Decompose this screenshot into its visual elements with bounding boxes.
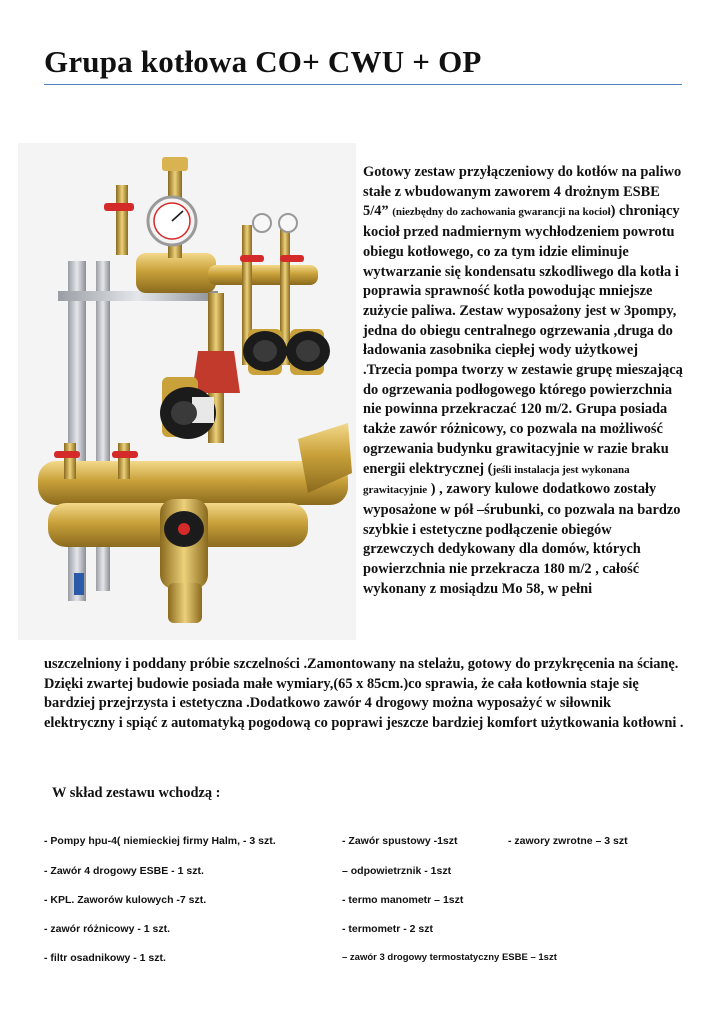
contents-item: - zawór różnicowy - 1 szt. [44, 923, 171, 935]
thermometer-gauge [253, 214, 271, 232]
contents-item: - KPL. Zaworów kulowych -7 szt. [44, 894, 207, 906]
contents-item: - zawory zwrotne – 3 szt [508, 835, 628, 847]
intro-paragraph [363, 163, 683, 599]
drain-valve [74, 573, 84, 595]
intro-text-part2: ) chroniący kocioł przed nadmiernym wychłodzeniem powrotu obiegu kotłowego, co za tym idzie eliminuje wytwarzanie się kondensatu szkodliwego dla kotła i poprawia sprawność kotła powodując mniejsze zużycie paliwa. Zestaw wyposażony jest w 3pompy, jedna do obiegu centralnego ogrzewania ,druga do ładowania zasobnika ciepłej wody użytkowej .Trzecia pompa tworzy w zestawie grupę mieszającą do ogrzewania podłogowego którego powierzchnia nie powinna przekraczać 120 m/2. Grupa posiada także zawór różnicowy, co pozwala na możliwość ogrzewania budynku grawitacyjnie w razie braku energii elektrycznej ( [363, 203, 683, 477]
document-title: Grupa kotłowa CO+ CWU + OP [44, 44, 482, 79]
lower-manifold [38, 461, 348, 505]
contents-heading: W skład zestawu wchodzą : [52, 785, 221, 801]
ball-valve-handle [280, 255, 304, 262]
boiler-group-photo [18, 143, 356, 640]
contents-item: - filtr osadnikowy - 1 szt. [44, 952, 166, 964]
ball-valve-handle [104, 203, 134, 211]
intro-continuation: uszczelniony i poddany próbie szczelności .Zamontowany na stelażu, gotowy do przykręcenia na ścianę. Dzięki zwartej budowie posiada małe wymiary,(65 x 85cm.)co sprawia, że cała kotłownia staje się bardziej przejrzysta i estetyczna .Dodatkowo zawór 4 drogowy można wyposażyć w siłownik elektryczny i spiąć z automatyką pogodową co poprawi jeszcze bardziej komfort użytkowania kotłowni . [44, 656, 684, 732]
contents-item: - Pompy hpu-4( niemieckiej firmy Halm, - 3 szt. [44, 835, 276, 847]
intro-text-part3: ) , zawory kulowe dodatkowo zostały wyposażone w pół –śrubunki, co pozwala na bardzo szybkie i estetyczne podłączenie obiegów grzewczych dedykowany dla domów, których powierzchnia nie przekracza 180 m/2 , całość wykonany z mosiądzu Mo 58, w pełni [363, 481, 681, 597]
contents-item: - termo manometr – 1szt [342, 894, 464, 906]
valve-stem-left [116, 185, 128, 255]
lower-valve-stem [64, 443, 76, 479]
differential-valve [192, 351, 240, 393]
contents-item: – zawór 3 drogowy termostatyczny ESBE – 1szt [342, 952, 557, 963]
ball-valve-handle [112, 451, 138, 458]
upper-pipe [208, 265, 318, 285]
pump-hot-water [286, 329, 330, 375]
contents-item: - Zawór spustowy -1szt [342, 835, 458, 847]
ball-valve-handle [240, 255, 264, 262]
ball-valve-handle [54, 451, 80, 458]
lower-valve-stem [118, 443, 130, 479]
intro-text-part1: Gotowy zestaw przyłączeniowy do kotłów na paliwo stałe z wbudowanym zaworem 4 drożnym ESBE 5/4” [363, 164, 682, 220]
outlet-fitting [168, 583, 202, 623]
thermometer-gauge [279, 214, 297, 232]
esbe-4-way-valve [160, 499, 208, 589]
air-vent [162, 157, 188, 171]
warranty-note: (niezbędny do zachowania gwarancji na kocioł [392, 206, 611, 219]
upper-manifold [136, 253, 216, 293]
contents-item: – odpowietrznik - 1szt [342, 865, 452, 877]
contents-item: - Zawór 4 drogowy ESBE - 1 szt. [44, 865, 204, 877]
contents-item: - termometr - 2 szt [342, 923, 434, 935]
pump-central-heating [243, 329, 287, 375]
frame-left-rail [68, 261, 86, 601]
title-underline [44, 84, 682, 85]
gravity-note: jeśli instalacja jest wykonana grawitacyjnie [363, 463, 630, 497]
